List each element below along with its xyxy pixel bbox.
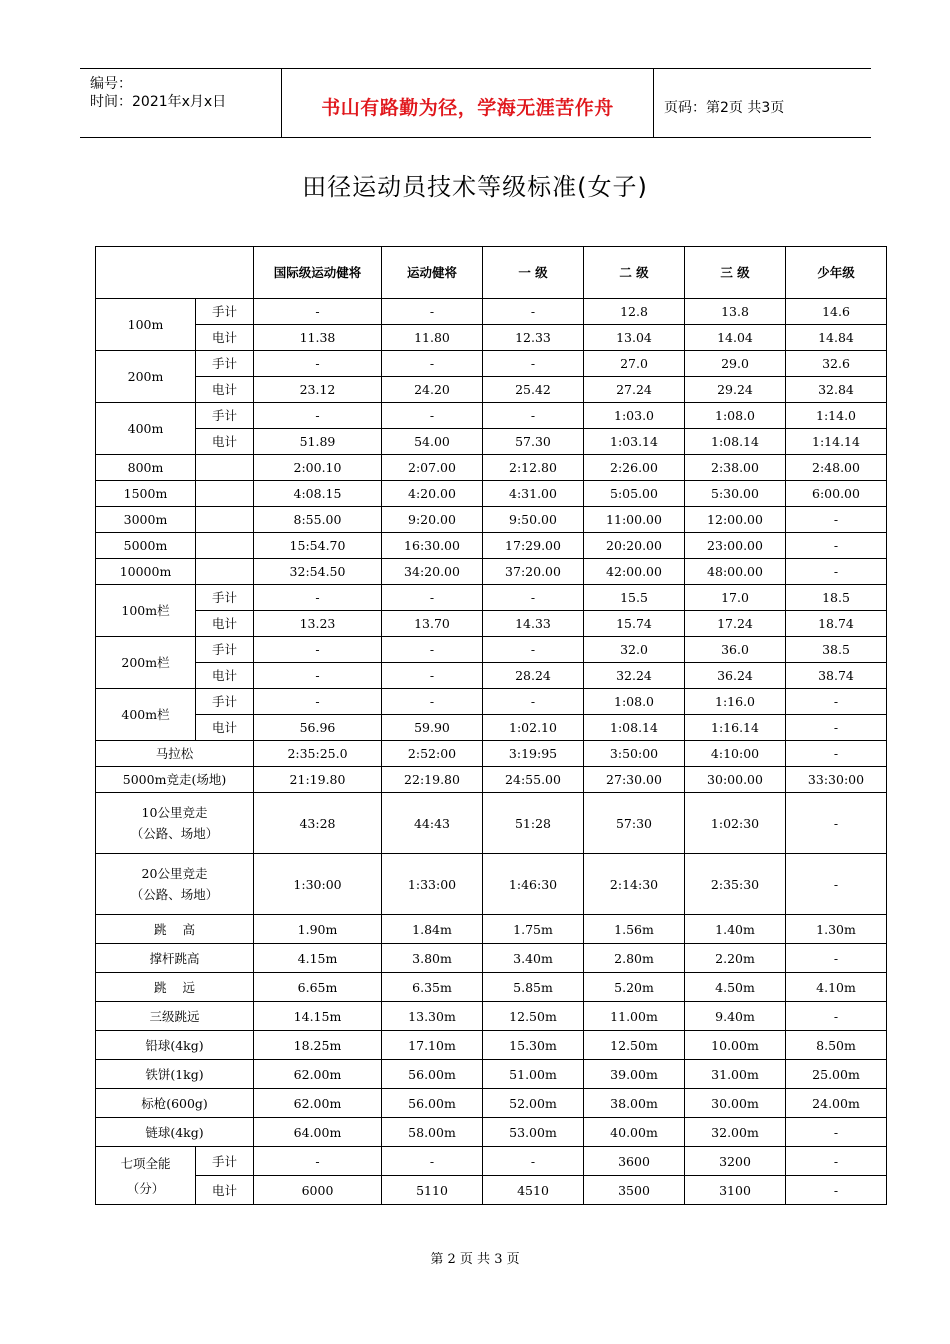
table-row	[96, 585, 887, 611]
table-cell: 6.35m	[382, 973, 483, 1002]
table-cell-empty	[196, 559, 254, 585]
timing-label: 电计	[196, 377, 254, 403]
table-cell: -	[254, 689, 382, 715]
table-cell: 1:30:00	[254, 854, 382, 915]
event-name: 铁饼(1kg)	[96, 1060, 254, 1089]
table-cell: -	[483, 1147, 584, 1176]
table-cell-empty	[196, 533, 254, 559]
document-header	[80, 68, 871, 138]
table-cell: 12.50m	[483, 1002, 584, 1031]
event-name: 5000m	[96, 533, 196, 559]
event-name: 马拉松	[96, 741, 254, 767]
table-row	[96, 1176, 887, 1205]
table-row	[96, 973, 887, 1002]
table-cell: -	[786, 715, 887, 741]
table-cell: 56.00m	[382, 1060, 483, 1089]
table-row	[96, 1147, 887, 1176]
table-cell: 56.96	[254, 715, 382, 741]
table-cell: 48:00.00	[685, 559, 786, 585]
table-cell: 9:50.00	[483, 507, 584, 533]
table-cell: -	[786, 741, 887, 767]
event-name: 撑杆跳高	[96, 944, 254, 973]
table-cell: -	[786, 1176, 887, 1205]
table-cell: 32.84	[786, 377, 887, 403]
table-cell: 1.75m	[483, 915, 584, 944]
table-row	[96, 915, 887, 944]
header-meta-cell	[80, 69, 282, 137]
table-cell: 15:54.70	[254, 533, 382, 559]
table-cell: -	[483, 585, 584, 611]
table-cell: -	[483, 351, 584, 377]
event-name	[96, 793, 254, 854]
table-cell: 4:10:00	[685, 741, 786, 767]
event-name-line: 10公里竞走	[141, 805, 208, 820]
table-row	[96, 1031, 887, 1060]
table-cell: 18.25m	[254, 1031, 382, 1060]
header-page-cell	[664, 69, 871, 137]
col-header: 二 级	[584, 247, 685, 299]
table-cell: 24.20	[382, 377, 483, 403]
table-cell: 13.04	[584, 325, 685, 351]
event-name	[96, 1147, 196, 1205]
event-name: 5000m竞走(场地)	[96, 767, 254, 793]
table-row	[96, 1089, 887, 1118]
page-title: 田径运动员技术等级标准(女子)	[302, 173, 648, 201]
table-cell: -	[254, 585, 382, 611]
table-cell: -	[483, 299, 584, 325]
table-cell: 24.00m	[786, 1089, 887, 1118]
table-cell: 3500	[584, 1176, 685, 1205]
table-cell: 14.84	[786, 325, 887, 351]
table-cell: 1:46:30	[483, 854, 584, 915]
table-cell: 3200	[685, 1147, 786, 1176]
timing-label: 手计	[196, 351, 254, 377]
event-name: 跳 高	[96, 915, 254, 944]
table-row	[96, 377, 887, 403]
table-cell: 29.24	[685, 377, 786, 403]
table-cell: 1:02:30	[685, 793, 786, 854]
table-cell: 2:48.00	[786, 455, 887, 481]
event-name: 三级跳远	[96, 1002, 254, 1031]
table-cell: 13.23	[254, 611, 382, 637]
page-footer: 第 2 页 共 3 页	[430, 1252, 520, 1267]
table-cell: 1:08.14	[584, 715, 685, 741]
table-cell: 5:30.00	[685, 481, 786, 507]
table-cell: 31.00m	[685, 1060, 786, 1089]
table-cell: 1.90m	[254, 915, 382, 944]
table-cell: 51.00m	[483, 1060, 584, 1089]
timing-label: 手计	[196, 585, 254, 611]
table-cell: 8:55.00	[254, 507, 382, 533]
table-cell: -	[382, 299, 483, 325]
table-row	[96, 559, 887, 585]
table-cell: 32.0	[584, 637, 685, 663]
table-cell: 12.50m	[584, 1031, 685, 1060]
table-cell: 1:14.0	[786, 403, 887, 429]
table-cell: -	[382, 689, 483, 715]
table-cell: 25.42	[483, 377, 584, 403]
table-cell: -	[786, 689, 887, 715]
table-cell: 3100	[685, 1176, 786, 1205]
table-cell: 24:55.00	[483, 767, 584, 793]
table-cell: 3600	[584, 1147, 685, 1176]
table-cell: 1.30m	[786, 915, 887, 944]
table-cell: 2:00.10	[254, 455, 382, 481]
table-cell: 21:19.80	[254, 767, 382, 793]
timing-label: 电计	[196, 429, 254, 455]
table-cell: -	[382, 351, 483, 377]
table-cell: -	[786, 944, 887, 973]
event-name: 铅球(4kg)	[96, 1031, 254, 1060]
event-name: 3000m	[96, 507, 196, 533]
table-cell: 11.80	[382, 325, 483, 351]
table-cell: 12.8	[584, 299, 685, 325]
table-cell: -	[786, 559, 887, 585]
table-cell: 37:20.00	[483, 559, 584, 585]
table-cell: 25.00m	[786, 1060, 887, 1089]
table-row	[96, 481, 887, 507]
header-motto-cell	[282, 69, 654, 137]
table-cell: 12.33	[483, 325, 584, 351]
table-cell: 1.84m	[382, 915, 483, 944]
event-name: 100m	[96, 299, 196, 351]
event-name-line: （公路、场地）	[130, 887, 219, 902]
table-cell: 43:28	[254, 793, 382, 854]
table-cell: 5.20m	[584, 973, 685, 1002]
table-row	[96, 715, 887, 741]
table-cell: 62.00m	[254, 1060, 382, 1089]
timing-label: 手计	[196, 403, 254, 429]
table-cell: 54.00	[382, 429, 483, 455]
table-cell: 32:54.50	[254, 559, 382, 585]
event-name: 200m栏	[96, 637, 196, 689]
table-cell: 4.10m	[786, 973, 887, 1002]
table-cell: 2:35:30	[685, 854, 786, 915]
table-row	[96, 689, 887, 715]
table-cell: 13.8	[685, 299, 786, 325]
table-cell: 3:50:00	[584, 741, 685, 767]
table-cell: 17.24	[685, 611, 786, 637]
table-row	[96, 741, 887, 767]
table-cell: 1:16.14	[685, 715, 786, 741]
col-header: 国际级运动健将	[254, 247, 382, 299]
table-cell: 27.0	[584, 351, 685, 377]
table-row	[96, 637, 887, 663]
table-cell: 11.38	[254, 325, 382, 351]
table-cell: 30.00m	[685, 1089, 786, 1118]
table-cell: -	[786, 854, 887, 915]
table-cell: 36.0	[685, 637, 786, 663]
event-name: 800m	[96, 455, 196, 481]
table-cell: 13.30m	[382, 1002, 483, 1031]
table-row	[96, 403, 887, 429]
table-cell: 51.89	[254, 429, 382, 455]
table-row	[96, 1002, 887, 1031]
table-cell: 1:08.0	[584, 689, 685, 715]
table-cell: 42:00.00	[584, 559, 685, 585]
table-cell: -	[786, 1002, 887, 1031]
table-cell: 3:19:95	[483, 741, 584, 767]
event-name: 100m栏	[96, 585, 196, 637]
table-row	[96, 351, 887, 377]
table-cell: 20:20.00	[584, 533, 685, 559]
col-header: 三 级	[685, 247, 786, 299]
table-cell: 8.50m	[786, 1031, 887, 1060]
table-cell: 2.20m	[685, 944, 786, 973]
table-cell: 2:35:25.0	[254, 741, 382, 767]
table-cell: 1:02.10	[483, 715, 584, 741]
table-cell: 23.12	[254, 377, 382, 403]
table-cell: 28.24	[483, 663, 584, 689]
table-cell: 23:00.00	[685, 533, 786, 559]
table-cell: 1:16.0	[685, 689, 786, 715]
table-cell: 38.00m	[584, 1089, 685, 1118]
table-cell: 39.00m	[584, 1060, 685, 1089]
event-name: 400m	[96, 403, 196, 455]
table-cell: 10.00m	[685, 1031, 786, 1060]
table-cell: 53.00m	[483, 1118, 584, 1147]
event-name: 1500m	[96, 481, 196, 507]
table-row	[96, 507, 887, 533]
table-cell: 4:20.00	[382, 481, 483, 507]
table-cell: 5:05.00	[584, 481, 685, 507]
table-row	[96, 299, 887, 325]
table-cell: 15.30m	[483, 1031, 584, 1060]
event-name	[96, 854, 254, 915]
table-header-row	[96, 247, 887, 299]
table-cell: 51:28	[483, 793, 584, 854]
table-cell: 14.15m	[254, 1002, 382, 1031]
table-cell: -	[786, 507, 887, 533]
table-cell: 3.40m	[483, 944, 584, 973]
col-header: 少年级	[786, 247, 887, 299]
table-cell: 3.80m	[382, 944, 483, 973]
table-cell-empty	[196, 507, 254, 533]
table-cell-empty	[196, 481, 254, 507]
table-cell: 4.50m	[685, 973, 786, 1002]
table-cell: 2:12.80	[483, 455, 584, 481]
table-cell: 52.00m	[483, 1089, 584, 1118]
timing-label: 电计	[196, 663, 254, 689]
table-cell: 18.74	[786, 611, 887, 637]
event-name: 标枪(600g)	[96, 1089, 254, 1118]
table-row	[96, 944, 887, 973]
table-cell: 1:03.0	[584, 403, 685, 429]
table-cell: 1:08.0	[685, 403, 786, 429]
doc-date: 时间：2021年x月x日	[90, 94, 227, 110]
table-cell: 15.74	[584, 611, 685, 637]
timing-label: 手计	[196, 689, 254, 715]
table-cell: -	[382, 1147, 483, 1176]
table-cell: -	[254, 1147, 382, 1176]
table-cell: 14.33	[483, 611, 584, 637]
table-cell: 62.00m	[254, 1089, 382, 1118]
timing-label: 电计	[196, 1176, 254, 1205]
table-cell: 64.00m	[254, 1118, 382, 1147]
table-cell: 15.5	[584, 585, 685, 611]
table-cell: 12:00.00	[685, 507, 786, 533]
timing-label: 手计	[196, 637, 254, 663]
table-cell: 2:07.00	[382, 455, 483, 481]
table-cell: 2:26.00	[584, 455, 685, 481]
table-cell: -	[254, 663, 382, 689]
col-header: 运动健将	[382, 247, 483, 299]
table-cell: 4:08.15	[254, 481, 382, 507]
table-cell: 56.00m	[382, 1089, 483, 1118]
table-cell: -	[382, 585, 483, 611]
col-header: 一 级	[483, 247, 584, 299]
table-cell: 1:03.14	[584, 429, 685, 455]
table-cell: 27.24	[584, 377, 685, 403]
table-cell: 1:33:00	[382, 854, 483, 915]
table-row	[96, 1118, 887, 1147]
timing-label: 手计	[196, 299, 254, 325]
event-name: 200m	[96, 351, 196, 403]
table-cell: -	[254, 403, 382, 429]
table-cell: 5.85m	[483, 973, 584, 1002]
header-motto: 书山有路勤为径，学海无涯苦作舟	[321, 96, 614, 119]
timing-label: 电计	[196, 611, 254, 637]
table-cell: 6000	[254, 1176, 382, 1205]
table-row	[96, 663, 887, 689]
table-cell: 58.00m	[382, 1118, 483, 1147]
timing-label: 电计	[196, 325, 254, 351]
table-cell: 32.6	[786, 351, 887, 377]
event-name: 10000m	[96, 559, 196, 585]
table-cell: -	[786, 1118, 887, 1147]
table-cell: -	[382, 637, 483, 663]
event-name: 链球(4kg)	[96, 1118, 254, 1147]
table-cell: -	[786, 533, 887, 559]
table-cell: 40.00m	[584, 1118, 685, 1147]
table-cell: 38.5	[786, 637, 887, 663]
table-cell: 38.74	[786, 663, 887, 689]
table-cell: 2:52:00	[382, 741, 483, 767]
table-cell: 1.56m	[584, 915, 685, 944]
table-cell: 17:29.00	[483, 533, 584, 559]
table-cell: 1:08.14	[685, 429, 786, 455]
table-row	[96, 611, 887, 637]
event-name: 跳 远	[96, 973, 254, 1002]
table-cell: 36.24	[685, 663, 786, 689]
table-cell: 9.40m	[685, 1002, 786, 1031]
standards-table	[95, 246, 887, 1205]
table-cell: 34:20.00	[382, 559, 483, 585]
table-cell: 59.90	[382, 715, 483, 741]
table-cell: 13.70	[382, 611, 483, 637]
table-cell: 18.5	[786, 585, 887, 611]
table-row	[96, 429, 887, 455]
table-cell: 9:20.00	[382, 507, 483, 533]
table-cell: 29.0	[685, 351, 786, 377]
table-cell: 4.15m	[254, 944, 382, 973]
table-cell: 6:00.00	[786, 481, 887, 507]
table-cell: 33:30:00	[786, 767, 887, 793]
header-page-info: 页码：第2页 共3页	[664, 100, 785, 116]
table-cell: 2:38.00	[685, 455, 786, 481]
table-row	[96, 325, 887, 351]
table-cell: 4510	[483, 1176, 584, 1205]
table-row	[96, 854, 887, 915]
timing-label: 手计	[196, 1147, 254, 1176]
table-cell: -	[483, 403, 584, 429]
doc-code-label: 编号：	[90, 76, 132, 92]
table-cell-empty	[196, 455, 254, 481]
table-cell: 14.6	[786, 299, 887, 325]
table-cell: -	[254, 637, 382, 663]
timing-label: 电计	[196, 715, 254, 741]
table-cell: 2:14:30	[584, 854, 685, 915]
table-cell: 32.24	[584, 663, 685, 689]
table-cell: 4:31.00	[483, 481, 584, 507]
table-cell: -	[786, 1147, 887, 1176]
table-cell: 57:30	[584, 793, 685, 854]
table-cell: -	[483, 637, 584, 663]
table-cell: 5110	[382, 1176, 483, 1205]
table-cell: -	[382, 403, 483, 429]
table-cell: 1.40m	[685, 915, 786, 944]
event-name-line: 七项全能	[120, 1155, 171, 1171]
table-cell: 1:14.14	[786, 429, 887, 455]
table-cell: -	[382, 663, 483, 689]
table-cell: 57.30	[483, 429, 584, 455]
table-row	[96, 767, 887, 793]
table-cell: -	[786, 793, 887, 854]
event-name-line: （公路、场地）	[130, 826, 219, 841]
event-name-line: 20公里竞走	[141, 866, 208, 881]
table-row	[96, 455, 887, 481]
table-cell: -	[483, 689, 584, 715]
event-name: 400m栏	[96, 689, 196, 741]
table-row	[96, 1060, 887, 1089]
table-cell: 17.10m	[382, 1031, 483, 1060]
table-cell: 44:43	[382, 793, 483, 854]
table-cell: 11:00.00	[584, 507, 685, 533]
table-cell: 32.00m	[685, 1118, 786, 1147]
table-cell: 11.00m	[584, 1002, 685, 1031]
table-cell: 22:19.80	[382, 767, 483, 793]
table-cell: 14.04	[685, 325, 786, 351]
table-cell: 27:30.00	[584, 767, 685, 793]
table-cell: -	[254, 299, 382, 325]
table-cell: 16:30.00	[382, 533, 483, 559]
table-row	[96, 533, 887, 559]
table-cell: 6.65m	[254, 973, 382, 1002]
table-cell: 2.80m	[584, 944, 685, 973]
table-cell: -	[254, 351, 382, 377]
table-cell: 17.0	[685, 585, 786, 611]
table-row	[96, 793, 887, 854]
header-corner	[96, 247, 254, 299]
table-cell: 30:00.00	[685, 767, 786, 793]
event-name-line: （分）	[126, 1180, 165, 1196]
